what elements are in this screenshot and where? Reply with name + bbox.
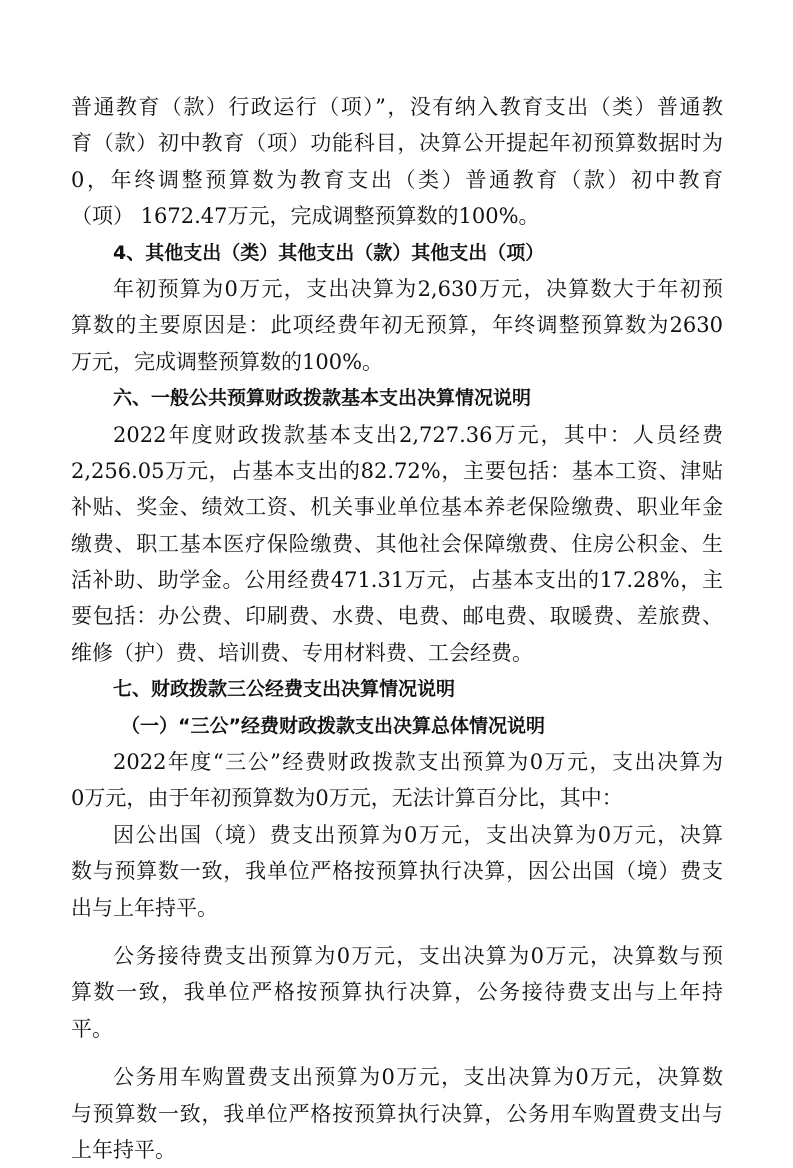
body-text-line: 要包括：办公费、印刷费、水费、电费、邮电费、取暖费、差旅费、 [71,604,723,629]
subsection-heading: （一）“三公”经费财政拨款支出决算总体情况说明 [121,714,545,737]
body-text-line: 普通教育（款）行政运行（项）”，没有纳入教育支出（类）普通教 [71,95,723,119]
section-heading: 六、一般公共预算财政拨款基本支出决算情况说明 [113,387,532,410]
body-text-line: 0万元，由于年初预算数为0万元，无法计算百分比，其中： [71,786,623,811]
body-text-line: 年初预算为0万元，支出决算为2,630万元，决算数大于年初预 [113,276,723,301]
body-text-line: 2022年度财政拨款基本支出2,727.36万元，其中：人员经费 [113,422,723,447]
body-text-line: 公务用车购置费支出预算为0万元，支出决算为0万元，决算数 [113,1065,723,1090]
body-text-line: 与预算数一致，我单位严格按预算执行决算，公务用车购置费支出与 [71,1101,723,1126]
body-text-line: 算数一致，我单位严格按预算执行决算，公务接待费支出与上年持 [71,980,723,1005]
paragraph-spacer [71,926,723,938]
body-text-line: 维修（护）费、培训费、专用材料费、工会经费。 [71,640,533,665]
body-text-line: 2022年度“三公”经费财政拨款支出预算为0万元，支出决算为 [113,750,723,775]
body-text-line: 活补助、助学金。公用经费471.31万元，占基本支出的17.28%，主 [71,568,723,593]
body-text-line: 平。 [71,1016,113,1041]
body-text-line: 缴费、职工基本医疗保险缴费、其他社会保障缴费、住房公积金、生 [71,531,723,556]
body-text-line: 数与预算数一致，我单位严格按预算执行决算，因公出国（境）费支 [71,859,723,884]
body-text-line: 2,256.05万元，占基本支出的82.72%，主要包括：基本工资、津贴 [71,458,723,483]
document-page [71,89,723,1168]
section-heading: 七、财政拨款三公经费支出决算情况说明 [113,678,456,701]
body-text-line: 出与上年持平。 [71,895,218,920]
body-text-line: 补贴、奖金、绩效工资、机关事业单位基本养老保险缴费、职业年金 [71,495,723,520]
body-text-line: 育（款）初中教育（项）功能科目，决算公开提起年初预算数据时为 [71,131,723,156]
body-text-line: 因公出国（境）费支出预算为0万元，支出决算为0万元，决算 [113,822,723,847]
body-text-line: 公务接待费支出预算为0万元，支出决算为0万元，决算数与预 [113,943,723,968]
body-text-line: 0，年终调整预算数为教育支出（类）普通教育（款）初中教育 [71,167,723,192]
body-text-line: （项） 1672.47万元，完成调整预算数的100%。 [71,204,540,229]
body-text-line: 万元，完成调整预算数的100%。 [71,349,384,374]
body-text-line: 算数的主要原因是：此项经费年初无预算，年终调整预算数为2630 [71,313,723,338]
body-text-line: 上年持平。 [71,1137,176,1162]
paragraph-spacer [71,1047,723,1059]
section-heading: 4、其他支出（类）其他支出（款）其他支出（项） [113,241,545,264]
